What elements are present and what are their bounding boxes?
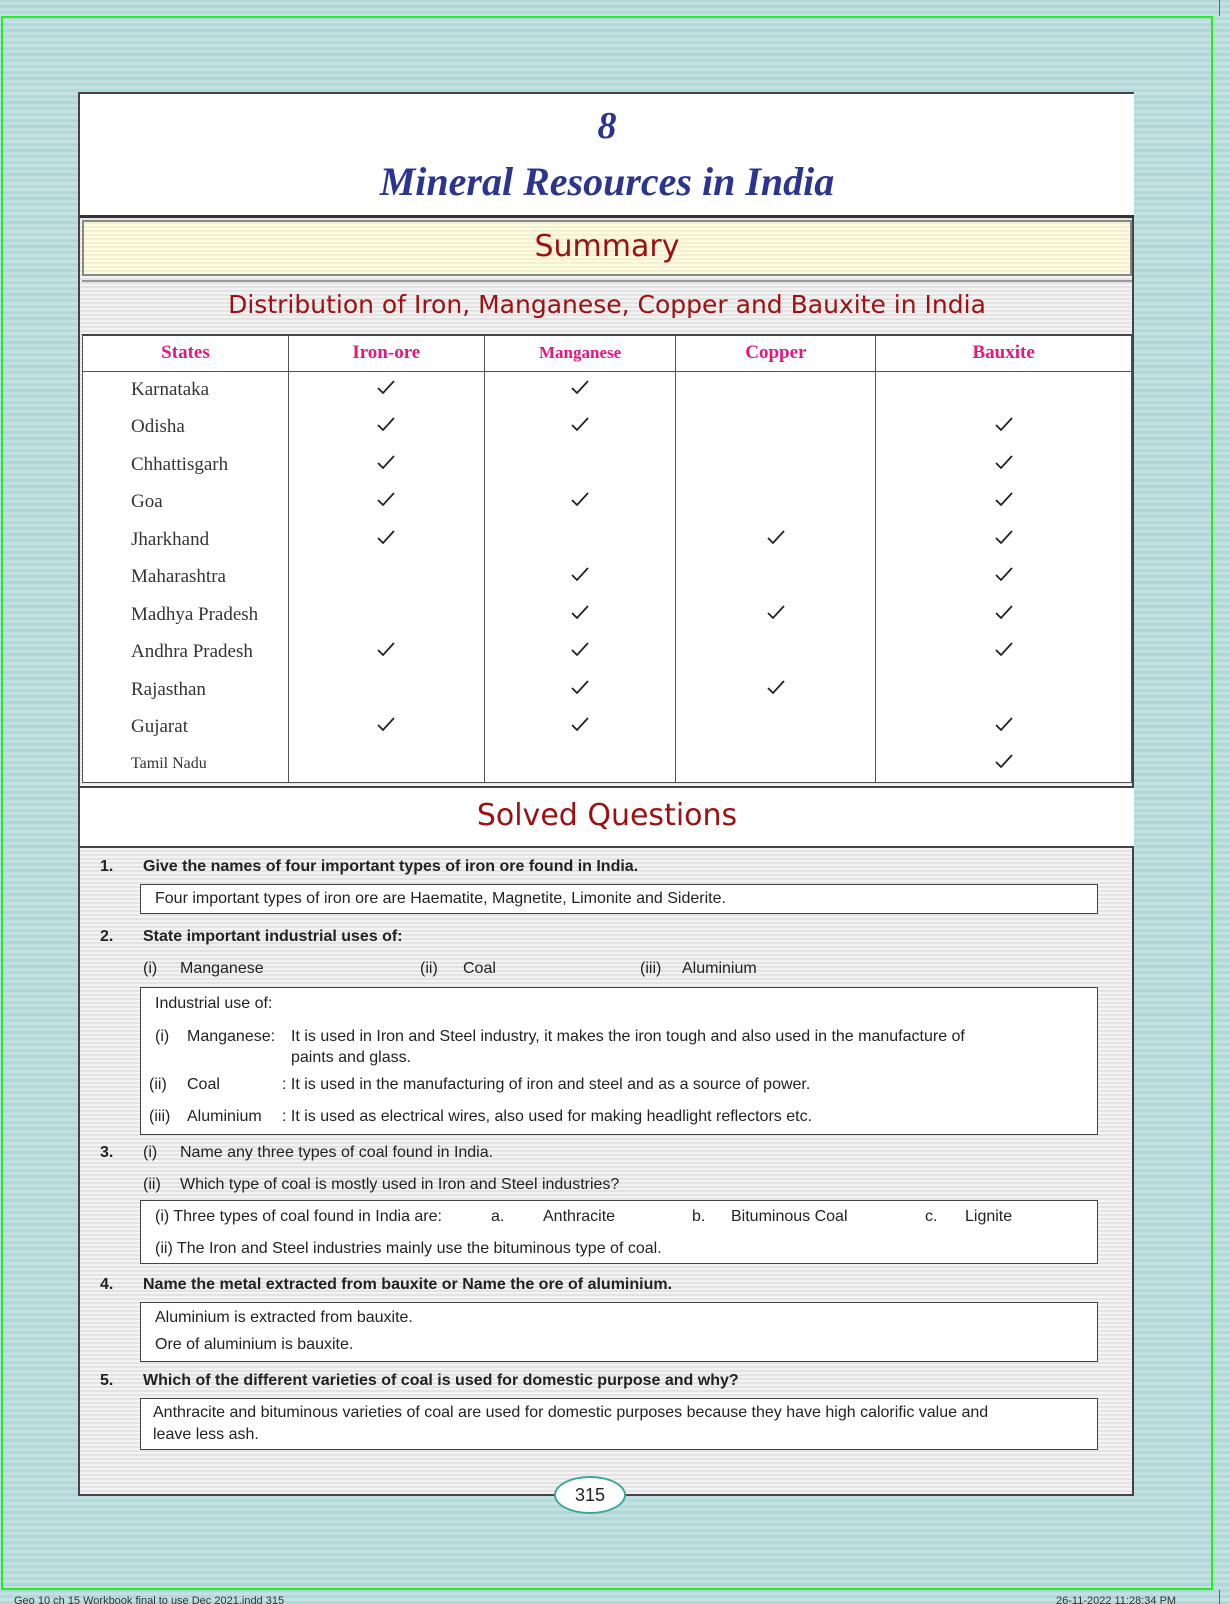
state-name: Karnataka bbox=[83, 371, 289, 409]
checkmark-icon bbox=[570, 379, 590, 395]
cell-iron bbox=[288, 596, 484, 634]
state-name: Maharashtra bbox=[83, 559, 289, 597]
table-row bbox=[83, 671, 1132, 709]
table-header-row bbox=[83, 335, 1132, 371]
print-slug-filename: Geo 10 ch 15 Workbook final to use Dec 2021.indd 315 bbox=[14, 1595, 285, 1604]
answer-text: Four important types of iron ore are Haematite, Magnetite, Limonite and Siderite. bbox=[155, 890, 726, 907]
checkmark-icon bbox=[766, 679, 786, 695]
cell-bauxite bbox=[876, 446, 1132, 484]
answer-3 bbox=[140, 1200, 1098, 1264]
column-header-manganese: Manganese bbox=[484, 335, 676, 371]
column-header-bauxite: Bauxite bbox=[876, 335, 1132, 371]
question-text: Which of the different varieties of coal is used for domestic purpose and why? bbox=[143, 1372, 739, 1389]
table-row bbox=[83, 521, 1132, 559]
cell-iron bbox=[288, 709, 484, 747]
question-text: Give the names of four important types of iron ore found in India. bbox=[143, 858, 639, 875]
answer-text: Aluminium is extracted from bauxite. bbox=[155, 1309, 413, 1326]
checkmark-icon bbox=[376, 379, 396, 395]
checkmark-icon bbox=[570, 716, 590, 732]
answer-2 bbox=[140, 987, 1098, 1135]
checkmark-icon bbox=[994, 716, 1014, 732]
checkmark-icon bbox=[994, 566, 1014, 582]
state-name: Chhattisgarh bbox=[83, 446, 289, 484]
cell-manganese bbox=[484, 409, 676, 447]
cell-iron bbox=[288, 746, 484, 782]
cell-manganese bbox=[484, 634, 676, 672]
state-name: Gujarat bbox=[83, 709, 289, 747]
chapter-title: Mineral Resources in India bbox=[379, 159, 835, 204]
checkmark-icon bbox=[994, 753, 1014, 769]
cell-manganese bbox=[484, 746, 676, 782]
question-number: 4. bbox=[100, 1276, 114, 1293]
table-row bbox=[83, 596, 1132, 634]
answer-intro: Industrial use of: bbox=[155, 995, 273, 1012]
cell-iron bbox=[288, 671, 484, 709]
checkmark-icon bbox=[994, 491, 1014, 507]
cell-copper bbox=[676, 559, 876, 597]
part-label: (ii) bbox=[420, 960, 438, 977]
table-row bbox=[83, 409, 1132, 447]
cell-copper bbox=[676, 671, 876, 709]
worksheet-page: 8 Mineral Resources in India Summary Distribution of Iron, Manganese, Copper and Bauxite in India States Iron-ore Manganese Copper Bauxite Karnataka Odisha Chhattisgarh Goa Jharkhand Maharashtra Madhya Pradesh Andhra Pradesh Rajasthan Gujarat Tamil Nadu Solved Questions 1. Give the names of four important types of iron ore found in India. Four important types of iron ore are Haematite, Magnetite, Limonite and Siderite. 2. State important industrial uses of: (i) Manganese (ii) Coal (iii) Aluminium Industrial use of: (i) Manganese: It is used in Iron and Steel industry, it makes the iron tough and also used in the manufacture of paints and glass. (ii) Coal : It is used in the manufacturing of iron and steel and as a source of power. (iii) Aluminium : It is used as electrical wires, also used for making headlight reflectors etc. 3. (i) Name any three types of coal found in India. (ii) Which type of coal is mostly used in Iron and Steel industries? (i) Three types of coal found in India are: a. Anthracite b. Bituminous Coal c. Lignite (ii) The Iron and Steel industries mainly use the bituminous type of coal. 4. Name the metal extracted from bauxite or Name the ore of aluminium. Aluminium is extracted from bauxite. Ore of aluminium is bauxite. 5. Which of the different varieties of coal is used for domestic purpose and why? Anthracite and bituminous varieties of coal are used for domestic purposes because they have high calorific value and leave less ash. bbox=[78, 92, 1134, 1496]
checkmark-icon bbox=[570, 416, 590, 432]
table-row bbox=[83, 484, 1132, 522]
checkmark-icon bbox=[994, 604, 1014, 620]
part-label: (i) bbox=[143, 960, 158, 977]
cell-iron bbox=[288, 521, 484, 559]
page-number: 315 bbox=[554, 1476, 626, 1514]
chapter-header bbox=[80, 92, 1134, 218]
state-name: Rajasthan bbox=[83, 671, 289, 709]
solved-questions-banner bbox=[80, 786, 1134, 848]
distribution-banner bbox=[82, 280, 1132, 332]
table-row bbox=[83, 446, 1132, 484]
state-name: Andhra Pradesh bbox=[83, 634, 289, 672]
cell-manganese bbox=[484, 521, 676, 559]
state-name: Jharkhand bbox=[83, 521, 289, 559]
checkmark-icon bbox=[570, 566, 590, 582]
answer-text: leave less ash. bbox=[153, 1426, 259, 1443]
cell-bauxite bbox=[876, 634, 1132, 672]
cell-bauxite bbox=[876, 484, 1132, 522]
checkmark-icon bbox=[994, 416, 1014, 432]
distribution-table-title: Distribution of Iron, Manganese, Copper and Bauxite in India bbox=[228, 290, 986, 319]
cell-copper bbox=[676, 596, 876, 634]
cell-bauxite bbox=[876, 709, 1132, 747]
column-header-iron-ore: Iron-ore bbox=[288, 335, 484, 371]
answer-5 bbox=[140, 1398, 1098, 1450]
answer-item: (i) Three types of coal found in India are: a. Anthracite b. Bituminous Coal c. Lignite bbox=[155, 1208, 1013, 1225]
cell-iron bbox=[288, 371, 484, 409]
part-text: Coal bbox=[463, 960, 496, 977]
answer-text: Anthracite and bituminous varieties of coal are used for domestic purposes because they have high calorific value and bbox=[153, 1404, 989, 1421]
print-slug-timestamp: 26-11-2022 11:28:34 PM bbox=[1056, 1595, 1177, 1604]
checkmark-icon bbox=[994, 641, 1014, 657]
state-name: Tamil Nadu bbox=[83, 746, 289, 782]
crop-mark bbox=[1219, 1590, 1220, 1604]
state-name: Odisha bbox=[83, 409, 289, 447]
answer-item: (ii) Coal : It is used in the manufacturing of iron and steel and as a source of power. bbox=[149, 1076, 811, 1093]
cell-copper bbox=[676, 484, 876, 522]
cell-manganese bbox=[484, 671, 676, 709]
checkmark-icon bbox=[376, 641, 396, 657]
checkmark-icon bbox=[376, 491, 396, 507]
checkmark-icon bbox=[570, 641, 590, 657]
checkmark-icon bbox=[994, 529, 1014, 545]
cell-manganese bbox=[484, 371, 676, 409]
cell-iron bbox=[288, 446, 484, 484]
question-number: 1. bbox=[100, 858, 114, 875]
cell-copper bbox=[676, 521, 876, 559]
answer-1 bbox=[140, 884, 1098, 914]
answer-item: (i) Manganese: It is used in Iron and Steel industry, it makes the iron tough and also used in the manufacture of paints and glass. bbox=[155, 1028, 965, 1066]
column-header-copper: Copper bbox=[676, 335, 876, 371]
checkmark-icon bbox=[570, 604, 590, 620]
state-name: Goa bbox=[83, 484, 289, 522]
answer-item: (iii) Aluminium : It is used as electrical wires, also used for making headlight reflectors etc. bbox=[149, 1108, 813, 1125]
cell-copper bbox=[676, 409, 876, 447]
checkmark-icon bbox=[766, 604, 786, 620]
question-number: 2. bbox=[100, 928, 114, 945]
table-row bbox=[83, 559, 1132, 597]
cell-bauxite bbox=[876, 371, 1132, 409]
cell-copper bbox=[676, 371, 876, 409]
part-label: (iii) bbox=[640, 960, 662, 977]
cell-bauxite bbox=[876, 671, 1132, 709]
cell-copper bbox=[676, 634, 876, 672]
cell-iron bbox=[288, 409, 484, 447]
part-text: Manganese bbox=[180, 960, 264, 977]
cell-manganese bbox=[484, 446, 676, 484]
chapter-number: 8 bbox=[597, 105, 617, 147]
cell-copper bbox=[676, 709, 876, 747]
answer-item: (ii) The Iron and Steel industries mainly use the bituminous type of coal. bbox=[155, 1240, 662, 1257]
checkmark-icon bbox=[994, 454, 1014, 470]
cell-manganese bbox=[484, 484, 676, 522]
question-text: Name the metal extracted from bauxite or Name the ore of aluminium. bbox=[143, 1276, 673, 1293]
table-row bbox=[83, 371, 1132, 409]
cell-iron bbox=[288, 559, 484, 597]
table-row bbox=[83, 709, 1132, 747]
column-header-states: States bbox=[83, 335, 289, 371]
crop-mark bbox=[1219, 0, 1220, 16]
question-number: 3. bbox=[100, 1144, 114, 1161]
cell-bauxite bbox=[876, 409, 1132, 447]
cell-manganese bbox=[484, 709, 676, 747]
checkmark-icon bbox=[570, 491, 590, 507]
checkmark-icon bbox=[376, 416, 396, 432]
cell-iron bbox=[288, 634, 484, 672]
state-name: Madhya Pradesh bbox=[83, 596, 289, 634]
checkmark-icon bbox=[766, 529, 786, 545]
checkmark-icon bbox=[570, 679, 590, 695]
question-number: 5. bbox=[100, 1372, 114, 1389]
cell-manganese bbox=[484, 559, 676, 597]
cell-iron bbox=[288, 484, 484, 522]
checkmark-icon bbox=[376, 716, 396, 732]
summary-banner bbox=[82, 220, 1132, 276]
checkmark-icon bbox=[376, 529, 396, 545]
summary-heading: Summary bbox=[534, 229, 680, 264]
cell-copper bbox=[676, 446, 876, 484]
answer-4 bbox=[140, 1302, 1098, 1362]
cell-bauxite bbox=[876, 521, 1132, 559]
checkmark-icon bbox=[376, 454, 396, 470]
cell-bauxite bbox=[876, 746, 1132, 782]
cell-bauxite bbox=[876, 559, 1132, 597]
part-text: Aluminium bbox=[682, 960, 757, 977]
solved-questions-heading: Solved Questions bbox=[476, 798, 738, 833]
cell-bauxite bbox=[876, 596, 1132, 634]
cell-manganese bbox=[484, 596, 676, 634]
question-text: State important industrial uses of: bbox=[143, 928, 403, 945]
cell-copper bbox=[676, 746, 876, 782]
answer-text: Ore of aluminium is bauxite. bbox=[155, 1336, 354, 1353]
minerals-distribution-table bbox=[82, 334, 1132, 783]
table-row bbox=[83, 634, 1132, 672]
table-row bbox=[83, 746, 1132, 782]
